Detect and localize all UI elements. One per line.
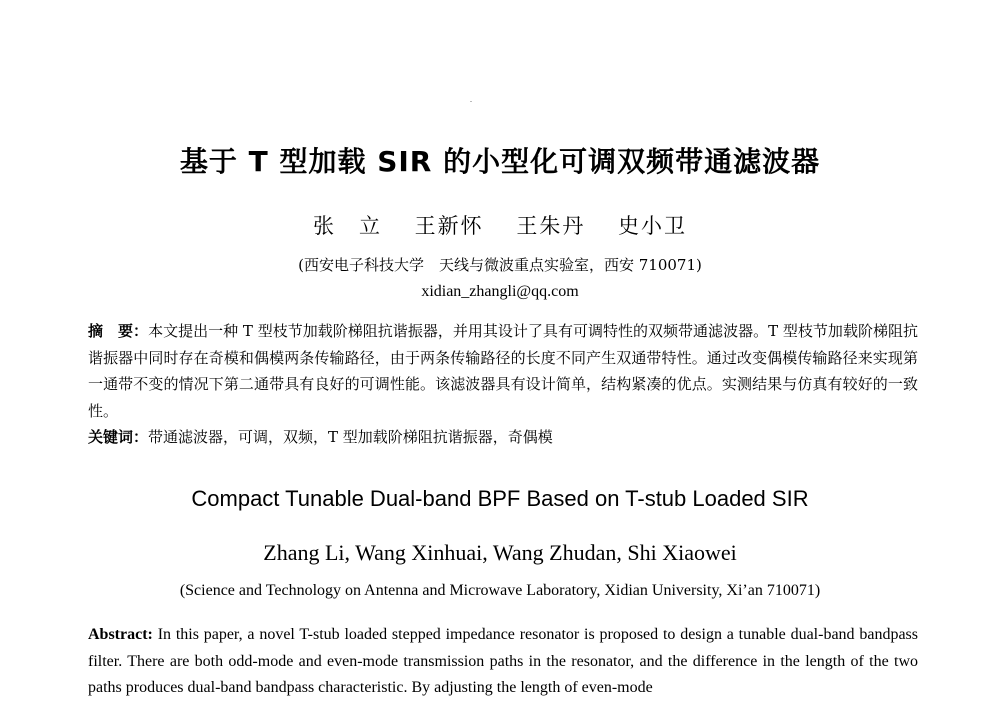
english-abstract (88, 622, 918, 702)
author-1: 张 立 (312, 214, 382, 238)
english-affiliation: (Science and Technology on Antenna and Microwave Laboratory, Xidian University, Xi’an 710071) (179, 582, 821, 599)
chinese-title: 基于 T 型加载 SIR 的小型化可调双频带通滤波器 (179, 145, 821, 178)
english-abstract-text: In this paper, a novel T-stub loaded stepped impedance resonator is proposed to design a tunable dual-band bandpass filter. There are both odd-mode and even-mode transmission paths in the resonator, and the difference in the length of the two paths produces dual-band bandpass characteristic. By adjusting the length of even-mode (88, 626, 919, 696)
author-2: 王新怀 (414, 214, 484, 238)
english-title: Compact Tunable Dual-band BPF Based on T-stub Loaded SIR (191, 486, 809, 511)
chinese-keywords (88, 424, 918, 450)
chinese-abstract (88, 318, 918, 424)
scan-speck (470, 101, 472, 102)
chinese-affiliation: (西安电子科技大学 天线与微波重点实验室，西安 710071) (298, 256, 702, 274)
chinese-keywords-label: 关键词： (88, 428, 149, 446)
author-4: 史小卫 (618, 214, 688, 238)
english-authors: Zhang Li, Wang Xinhuai, Wang Zhudan, Shi Xiaowei (263, 540, 737, 565)
author-3: 王朱丹 (516, 214, 586, 238)
chinese-abstract-label: 摘 要： (88, 322, 149, 340)
chinese-authors (0, 210, 1000, 240)
chinese-keywords-text: 带通滤波器，可调，双频，T 型加载阶梯阻抗谐振器，奇偶模 (148, 428, 553, 446)
chinese-abstract-text: 本文提出一种 T 型枝节加载阶梯阻抗谐振器，并用其设计了具有可调特性的双频带通滤波器。T 型枝节加载阶梯阻抗谐振器中同时存在奇模和偶模两条传输路径，由于两条传输路径的长度不同产生双通带特性。通过改变偶模传输路径来实现第一通带不变的情况下第二通带具有良好的可调性能。该滤波器具有设计简单，结构紧凑的优点。实测结果与仿真有较好的一致性。 (88, 322, 918, 420)
english-abstract-label: Abstract: (88, 626, 153, 643)
author-email: xidian_zhangli@qq.com (421, 283, 579, 300)
